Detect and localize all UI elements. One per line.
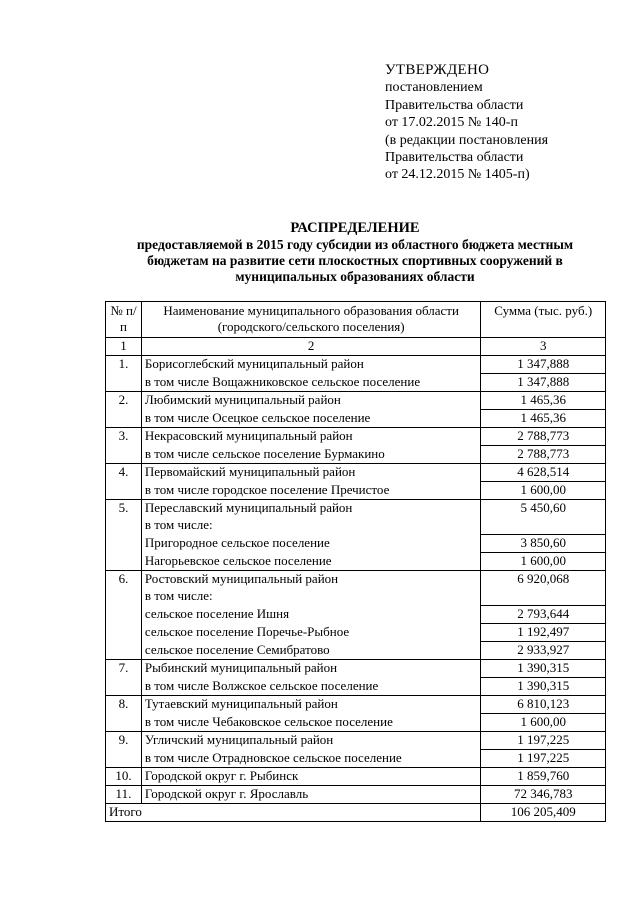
row-name: в том числе Осецкое сельское поселение [141, 410, 481, 428]
row-name: в том числе сельское поселение Бурмакино [141, 446, 481, 464]
table-row [106, 374, 606, 392]
row-number [106, 606, 142, 624]
row-number: 9. [106, 732, 142, 750]
table-row [106, 571, 606, 589]
table-row [106, 588, 606, 606]
row-number [106, 588, 142, 606]
title-line: бюджетам на развитие сети плоскостных спортивных сооружений в [147, 253, 563, 268]
row-sum: 3 850,60 [481, 535, 606, 553]
row-name: в том числе Волжское сельское поселение [141, 678, 481, 696]
row-number [106, 750, 142, 768]
header-num: № п/п [106, 302, 142, 338]
column-number-row [106, 338, 606, 356]
row-name: Любимский муниципальный район [141, 392, 481, 410]
row-number: 11. [106, 786, 142, 804]
row-name: Нагорьевское сельское поселение [141, 553, 481, 571]
row-sum: 4 628,514 [481, 464, 606, 482]
row-sum: 1 600,00 [481, 482, 606, 500]
table-row [106, 660, 606, 678]
table-row [106, 642, 606, 660]
distribution-table [105, 301, 606, 822]
table-row [106, 732, 606, 750]
row-name: Борисоглебский муниципальный район [141, 356, 481, 374]
row-name: Пригородное сельское поселение [141, 535, 481, 553]
row-name: в том числе Отрадновское сельское поселение [141, 750, 481, 768]
table-row [106, 535, 606, 553]
row-name: Переславский муниципальный район [141, 500, 481, 518]
title-line: муниципальных образованиях области [235, 269, 475, 284]
header-sum: Сумма (тыс. руб.) [481, 302, 606, 338]
table-row [106, 696, 606, 714]
col-number: 2 [141, 338, 481, 356]
table-row [106, 392, 606, 410]
total-sum: 106 205,409 [481, 804, 606, 822]
row-sum: 2 793,644 [481, 606, 606, 624]
row-number [106, 410, 142, 428]
row-name: Городской округ г. Ярославль [141, 786, 481, 804]
table-row [106, 464, 606, 482]
row-number: 3. [106, 428, 142, 446]
approval-heading: УТВЕРЖДЕНО [385, 62, 490, 78]
row-sum: 5 450,60 [481, 500, 606, 518]
row-name: Первомайский муниципальный район [141, 464, 481, 482]
table-row [106, 428, 606, 446]
row-sum: 1 859,760 [481, 768, 606, 786]
row-sum: 1 347,888 [481, 374, 606, 392]
title-line: предоставляемой в 2015 году субсидии из областного бюджета местным [136, 237, 574, 252]
row-number: 8. [106, 696, 142, 714]
table-row [106, 786, 606, 804]
row-sum: 1 600,00 [481, 553, 606, 571]
row-number [106, 553, 142, 571]
row-name: сельское поселение Поречье-Рыбное [141, 624, 481, 642]
table-row [106, 446, 606, 464]
row-number: 4. [106, 464, 142, 482]
row-number [106, 535, 142, 553]
row-sum: 1 390,315 [481, 660, 606, 678]
row-number [106, 624, 142, 642]
col-number: 3 [481, 338, 606, 356]
table-row [106, 714, 606, 732]
col-number: 1 [106, 338, 142, 356]
approval-line: Правительства области [385, 150, 524, 166]
row-number: 2. [106, 392, 142, 410]
row-name: в том числе городское поселение Пречистое [141, 482, 481, 500]
row-number [106, 374, 142, 392]
row-sum: 1 390,315 [481, 678, 606, 696]
row-number [106, 517, 142, 535]
row-sum: 1 347,888 [481, 356, 606, 374]
row-number: 7. [106, 660, 142, 678]
row-number: 1. [106, 356, 142, 374]
row-sum: 1 192,497 [481, 624, 606, 642]
row-name: Ростовский муниципальный район [141, 571, 481, 589]
row-name: в том числе Чебаковское сельское поселение [141, 714, 481, 732]
approval-line: Правительства области [385, 97, 524, 113]
row-sum: 1 465,36 [481, 392, 606, 410]
row-name: Угличский муниципальный район [141, 732, 481, 750]
row-sum: 1 600,00 [481, 714, 606, 732]
row-sum: 1 465,36 [481, 410, 606, 428]
table-row [106, 624, 606, 642]
row-name: в том числе: [141, 517, 481, 535]
row-number [106, 482, 142, 500]
approval-line: от 17.02.2015 № 140-п [385, 115, 518, 131]
table-row [106, 678, 606, 696]
document-title [100, 220, 610, 285]
table-row [106, 750, 606, 768]
table-row [106, 356, 606, 374]
row-name: сельское поселение Семибратово [141, 642, 481, 660]
row-name: Тутаевский муниципальный район [141, 696, 481, 714]
total-row [106, 804, 606, 822]
row-sum: 6 920,068 [481, 571, 606, 589]
table-row [106, 482, 606, 500]
table-row [106, 517, 606, 535]
row-sum: 1 197,225 [481, 732, 606, 750]
table-row [106, 500, 606, 518]
table-header-row [106, 302, 606, 338]
row-name: Городской округ г. Рыбинск [141, 768, 481, 786]
row-number [106, 446, 142, 464]
row-name: сельское поселение Ишня [141, 606, 481, 624]
approval-line: постановлением [385, 80, 483, 96]
table-row [106, 768, 606, 786]
approval-line: от 24.12.2015 № 1405-п) [385, 167, 530, 183]
row-sum: 2 788,773 [481, 446, 606, 464]
row-sum [481, 517, 606, 535]
approval-stamp [385, 62, 548, 184]
row-sum: 1 197,225 [481, 750, 606, 768]
row-sum: 72 346,783 [481, 786, 606, 804]
row-number: 10. [106, 768, 142, 786]
row-number [106, 678, 142, 696]
row-sum: 2 933,927 [481, 642, 606, 660]
row-number: 5. [106, 500, 142, 518]
row-name: в том числе: [141, 588, 481, 606]
row-number: 6. [106, 571, 142, 589]
row-number [106, 642, 142, 660]
total-label: Итого [106, 804, 481, 822]
row-number [106, 714, 142, 732]
row-sum: 6 810,123 [481, 696, 606, 714]
row-sum: 2 788,773 [481, 428, 606, 446]
table-row [106, 410, 606, 428]
row-name: Некрасовский муниципальный район [141, 428, 481, 446]
title-main: РАСПРЕДЕЛЕНИЕ [290, 220, 420, 236]
row-sum [481, 588, 606, 606]
row-name: в том числе Вощажниковское сельское поселение [141, 374, 481, 392]
header-name: Наименование муниципального образования области (городского/сельского поселения) [141, 302, 481, 338]
approval-line: (в редакции постановления [385, 132, 549, 148]
table-row [106, 606, 606, 624]
table-row [106, 553, 606, 571]
row-name: Рыбинский муниципальный район [141, 660, 481, 678]
